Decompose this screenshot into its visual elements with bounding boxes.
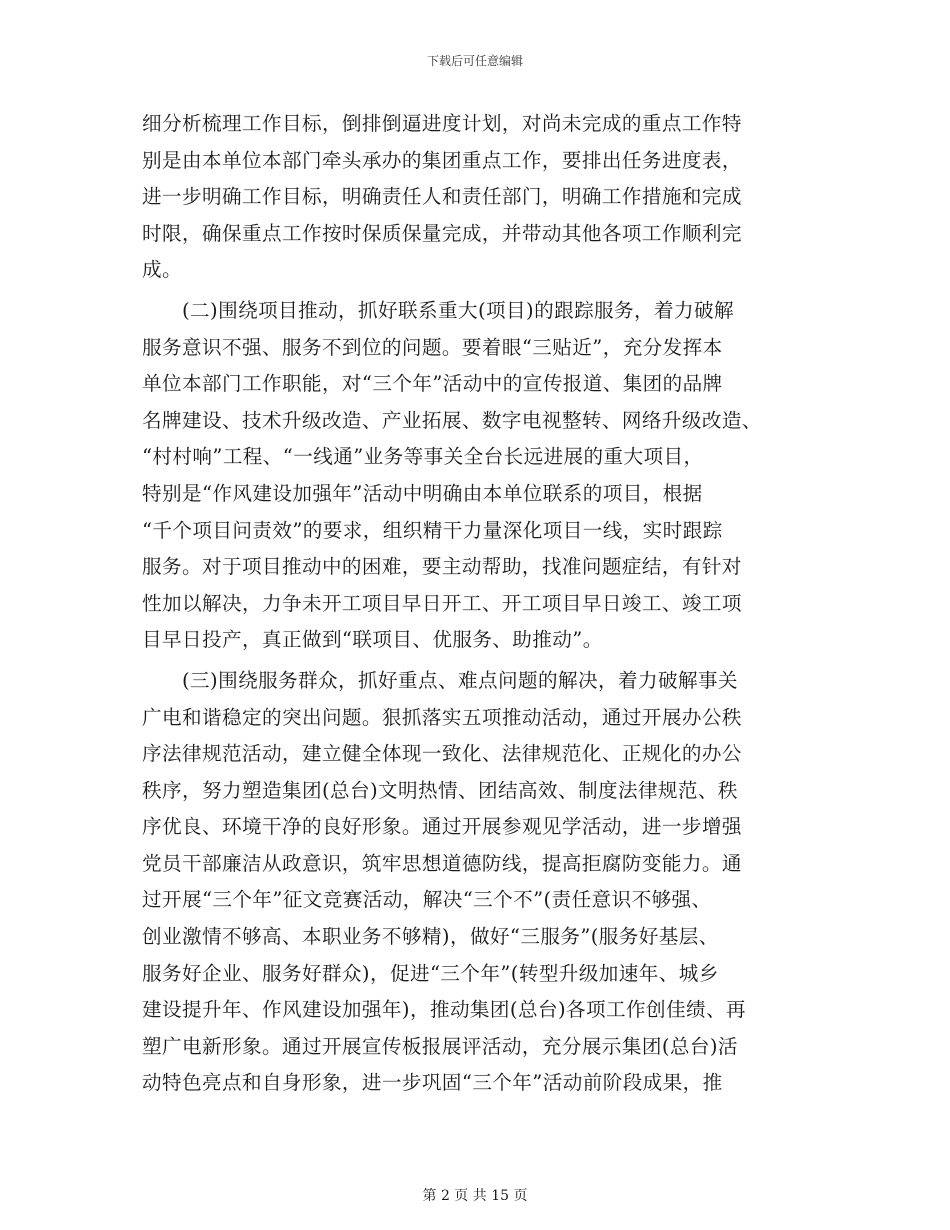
text-line: 进一步明确工作目标，明确责任人和责任部门，明确工作措施和完成 xyxy=(142,185,742,209)
text-line: 单位本部门工作职能，对“三个年”活动中的宣传报道、集团的品牌 xyxy=(142,372,723,396)
text-line: 序优良、环境干净的良好形象。通过开展参观见学活动，进一步增强 xyxy=(142,815,742,839)
text-line: “村村响”工程、“一线通”业务等事关全台长远进展的重大项目， xyxy=(142,445,704,469)
text-line: 创业激情不够高、本职业务不够精)，做好“三服务”(服务好基层、 xyxy=(142,925,719,949)
text-line: 服务。对于项目推动中的困难，要主动帮助，找准问题症结，有针对 xyxy=(142,555,742,579)
text-line: 过开展“三个年”征文竞赛活动，解决“三个不”(责任意识不够强、 xyxy=(142,888,712,912)
text-line: 服务好企业、服务好群众)，促进“三个年”(转型升级加速年、城乡 xyxy=(142,961,719,985)
text-line: 性加以解决，力争未开工项目早日开工、开工项目早日竣工、竣工项 xyxy=(142,591,742,615)
text-line: 细分析梳理工作目标，倒排倒逼进度计划，对尚未完成的重点工作特 xyxy=(142,112,742,135)
text-line: 服务意识不强、服务不到位的问题。要着眼“三贴近”，充分发挥本 xyxy=(142,335,723,359)
text-line-first: (二)围绕项目推动，抓好联系重大(项目)的跟踪服务，着力破解 xyxy=(182,298,735,322)
paragraph-2 xyxy=(142,293,810,659)
paragraph-1 xyxy=(142,106,810,289)
text-line: 时限，确保重点工作按时保质保量完成，并带动其他各项工作顺利完 xyxy=(142,221,742,245)
paragraph-3 xyxy=(142,663,810,1102)
text-line: 目早日投产，真正做到“联项目、优服务、助推动”。 xyxy=(142,628,603,652)
text-line: 广电和谐稳定的突出问题。狠抓落实五项推动活动，通过开展办公秩 xyxy=(142,705,742,729)
text-line: 建设提升年、作风建设加强年)，推动集团(总台)各项工作创佳绩、再 xyxy=(142,998,746,1022)
page-header: 下载后可任意编辑 xyxy=(426,54,523,68)
text-line: 特别是“作风建设加强年”活动中明确由本单位联系的项目，根据 xyxy=(142,481,703,505)
document-body xyxy=(142,106,810,1102)
text-line: 动特色亮点和自身形象，进一步巩固“三个年”活动前阶段成果，推 xyxy=(142,1071,723,1095)
text-line: 序法律规范活动，建立健全体现一致化、法律规范化、正规化的办公 xyxy=(142,742,742,766)
text-line: 别是由本单位本部门牵头承办的集团重点工作，要排出任务进度表， xyxy=(142,148,742,172)
text-line: “千个项目问责效”的要求，组织精干力量深化项目一线，实时跟踪 xyxy=(142,518,723,542)
text-line: 秩序，努力塑造集团(总台)文明热情、团结高效、制度法律规范、秩 xyxy=(142,778,738,802)
text-line-first: (三)围绕服务群众，抓好重点、难点问题的解决，着力破解事关 xyxy=(182,668,738,692)
text-line: 名牌建设、技术升级改造、产业拓展、数字电视整转、网络升级改造、 xyxy=(142,408,762,432)
text-line: 党员干部廉洁从政意识，筑牢思想道德防线，提高拒腐防变能力。通 xyxy=(142,851,742,875)
text-line: 成。 xyxy=(142,258,182,282)
page-footer: 第 2 页 共 15 页 xyxy=(422,1188,528,1204)
text-line: 塑广电新形象。通过开展宣传板报展评活动，充分展示集团(总台)活 xyxy=(142,1034,738,1058)
